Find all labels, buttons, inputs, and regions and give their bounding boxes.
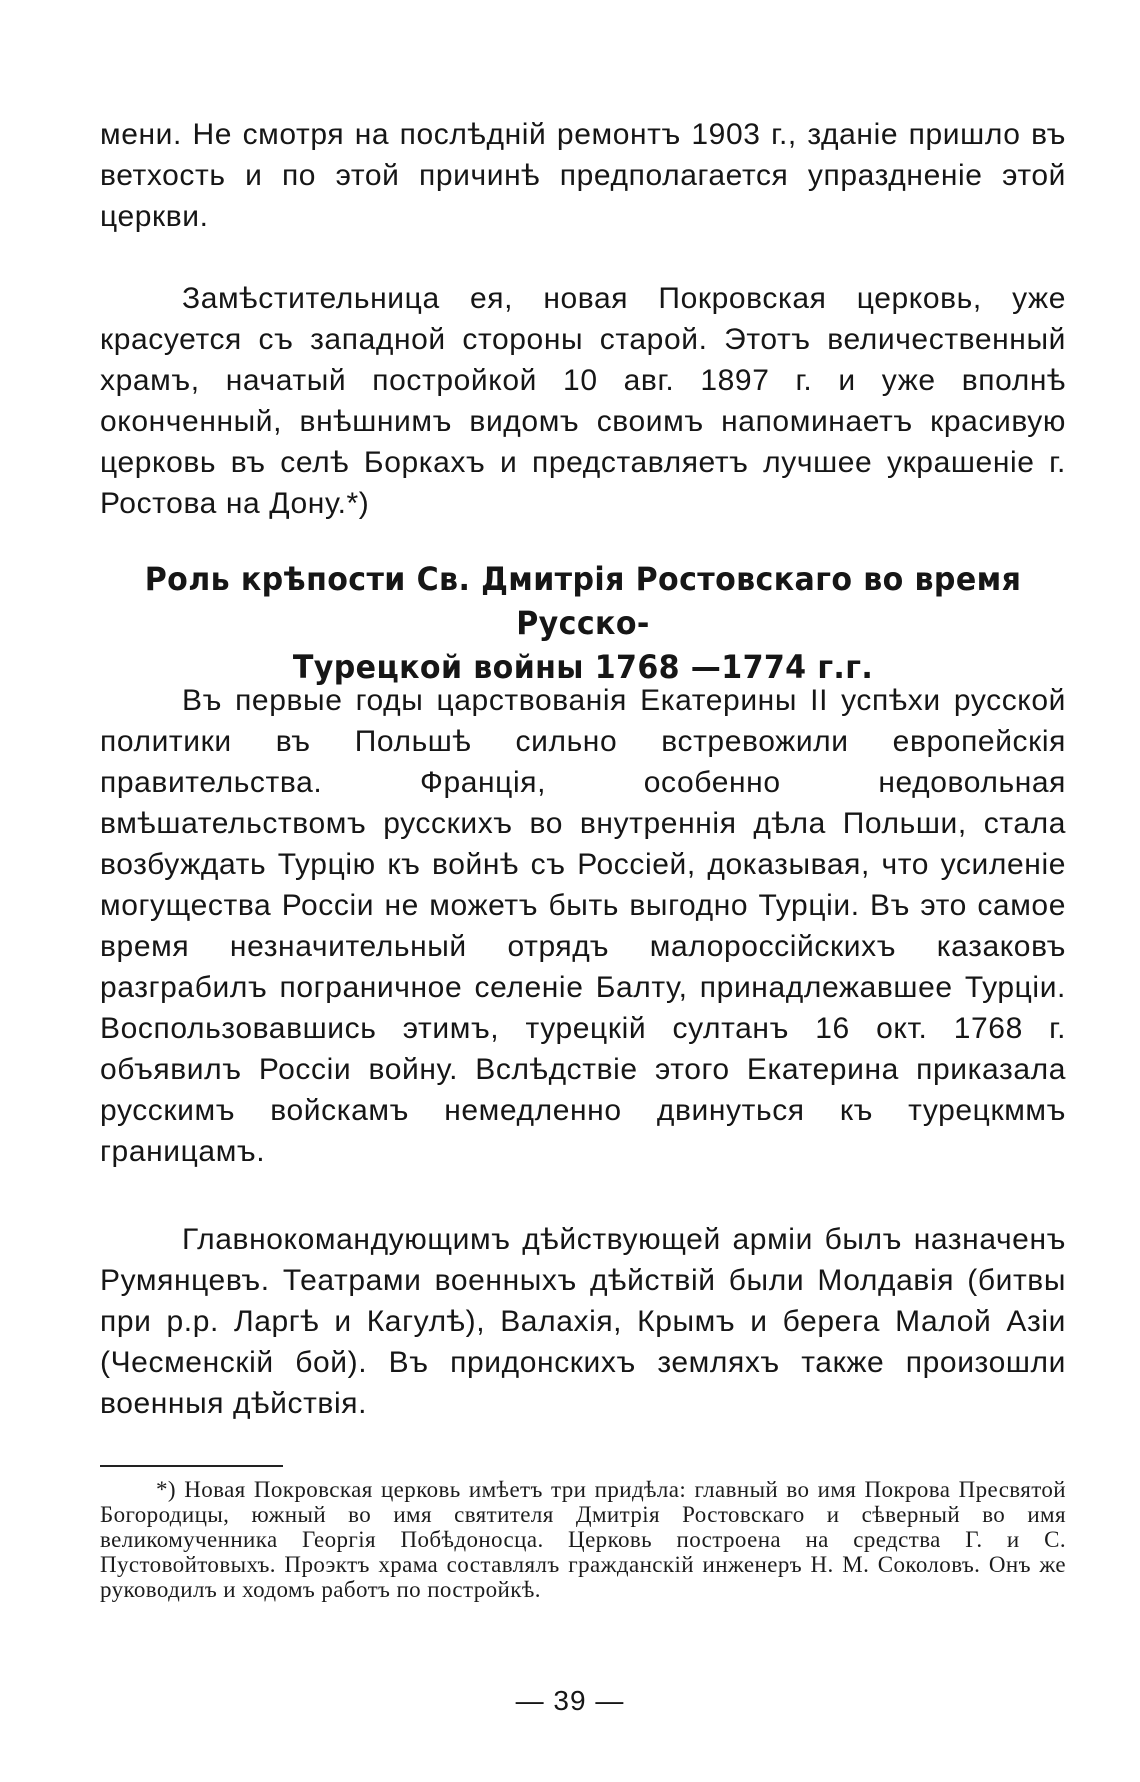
- paragraph-war-causes: Въ первые годы царствованія Екатерины II успѣхи русской политики въ Польшѣ сильно встревожили европейскія правительства. Францiя, особенно недовольная вмѣшательствомъ русскихъ во внутреннія дѣла Польши, стала возбуждать Турцію къ войнѣ съ Россіей, доказывая, что усиленіе могущества Россіи не можетъ быть выгодно Турціи. Въ это самое время незначительный отрядъ малороссійскихъ казаковъ разграбилъ пограничное селеніе Балту, принадлежавшее Турціи. Воспользовавшись этимъ, турецкій султанъ 16 окт. 1768 г. объявилъ Россіи войну. Вслѣдствіе этого Екатерина приказала русскимъ войскамъ немедленно двинуться къ турецкммъ границамъ.: [100, 684, 1066, 1168]
- paragraph-continuation: мени. Не смотря на послѣдній ремонтъ 1903 г., зданіе пришло въ ветхость и по этой причинѣ предполагается упраздненіе этой церкви.: [100, 118, 1066, 233]
- section-heading: [129, 557, 1037, 689]
- section-heading-line-2: Турецкой войны 1768 —1774 г.г.: [292, 648, 874, 686]
- footnote: *) Новая Покровская церковь имѣетъ три придѣла: главный во имя Покрова Пресвятой Богородицы, южный во имя святителя Дмитрія Ростовскаго и сѣверный во имя великомученника Георгія Побѣдоносца. Церковь построена на средства Г. и С. Пустовойтовыхъ. Проэктъ храма составлялъ гражданскій инженеръ Н. М. Соколовъ. Онъ же руководилъ и ходомъ работъ по постройкѣ.: [100, 1477, 1066, 1602]
- paragraph-new-church: Замѣстительница ея, новая Покровская церковь, уже красуется съ западной стороны старой. Этотъ величественный храмъ, начатый постройкой 10 авг. 1897 г. и уже вполнѣ оконченный, внѣшнимъ видомъ своимъ напоминаетъ красивую церковь въ селѣ Боркахъ и представляетъ лучшее украшеніе г. Ростова на Дону.*): [100, 282, 1066, 520]
- page-number: — 39 —: [515, 1685, 625, 1716]
- paragraph-commander: Главнокомандующимъ дѣйствующей арміи былъ назначенъ Румянцевъ. Театрами военныхъ дѣйствій были Молдавія (битвы при р.р. Ларгѣ и Кагулѣ), Валахія, Крымъ и берега Малой Азіи (Чесменскій бой). Въ придонскихъ земляхъ также произошли военныя дѣйствія.: [100, 1223, 1066, 1420]
- section-heading-line-1: Роль крѣпости Св. Дмитрія Ростовскаго во время Русско-: [144, 560, 1022, 642]
- footnote-divider: [100, 1465, 283, 1467]
